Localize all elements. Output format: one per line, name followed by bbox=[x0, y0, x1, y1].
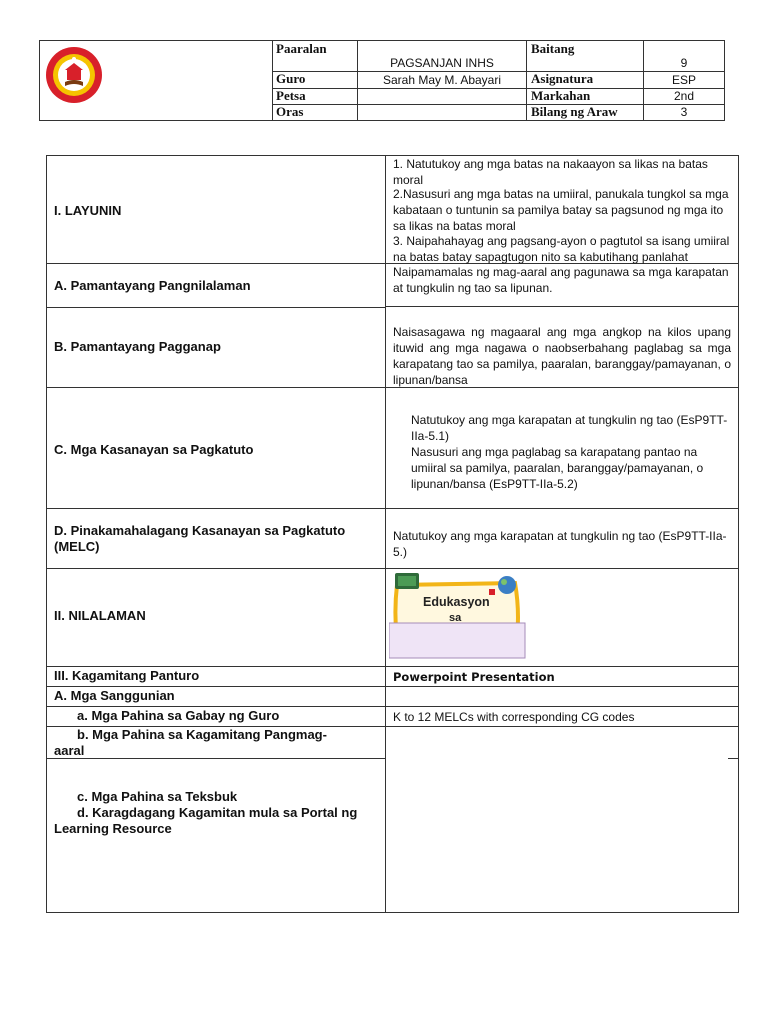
header-row-time bbox=[272, 104, 724, 120]
sanggunian-label: A. Mga Sanggunian bbox=[54, 688, 175, 703]
teksbuk-label: c. Mga Pahina sa Teksbuk bbox=[77, 789, 238, 804]
date-value bbox=[357, 88, 526, 104]
teacher-label: Guro bbox=[276, 71, 306, 86]
school-label: Paaralan bbox=[276, 41, 327, 56]
melc-text: Natutukoy ang mga karapatan at tungkulin ng tao (EsP9TT-IIa-5.) bbox=[393, 529, 727, 559]
column-divider bbox=[385, 156, 386, 912]
pagganap-label: B. Pamantayang Pagganap bbox=[54, 339, 221, 354]
nilalaman-label: II. NILALAMAN bbox=[54, 608, 146, 623]
header-row-date bbox=[272, 88, 724, 105]
gabay-text: K to 12 MELCs with corresponding CG codes bbox=[393, 710, 635, 724]
pagganap-text: Naisasagawa ng magaaral ang mga angkop na kilos upang ituwid ang mga nagawa o naobserbahang paglabag sa mga karapatang tao sa pamilya, paaralan, baranggay/pamayanan, o lipunan/bansa bbox=[393, 325, 731, 387]
grade-label: Baitang bbox=[526, 41, 643, 71]
lesson-plan-table bbox=[46, 155, 739, 913]
school-value: PAGSANJAN INHS bbox=[357, 41, 526, 71]
grade-value: 9 bbox=[643, 41, 724, 71]
book-title-line-1: Edukasyon bbox=[423, 595, 490, 609]
gabay-label: a. Mga Pahina sa Gabay ng Guro bbox=[77, 708, 280, 723]
quarter-label: Markahan bbox=[526, 88, 643, 104]
kasanayan-item-2: Nasusuri ang mga paglabag sa karapatang pantao na umiiral sa pamilya, paaralan, baranggay/pamayanan, o lipunan/bansa (EsP9TT-IIa-5.2) bbox=[411, 445, 704, 491]
layunin-item-1: 1. Natutukoy ang mga batas na nakaayon sa likas na batas moral bbox=[393, 157, 708, 187]
pangmag-label: b. Mga Pahina sa Kagamitang Pangmag-aaral bbox=[54, 727, 327, 758]
pangnilalaman-text: Naipamamalas ng mag-aaral ang pagunawa sa mga karapatan at tungkulin ng tao sa lipunan. bbox=[393, 265, 729, 295]
portal-label: d. Karagdagang Kagamitan mula sa Portal ng Learning Resource bbox=[54, 805, 358, 836]
layunin-item-3: 3. Naipahahayag ang pagsang-ayon o pagtutol sa isang umiiral na batas batay sapagtugon nito sa kabutihang panlahat bbox=[393, 234, 730, 264]
days-value: 3 bbox=[643, 104, 724, 120]
kasanayan-item-1: Natutukoy ang mga karapatan at tungkulin ng tao (EsP9TT-IIa-5.1) bbox=[411, 413, 728, 443]
school-seal-icon bbox=[45, 46, 103, 104]
time-label: Oras bbox=[276, 104, 304, 119]
kagamitan-label: III. Kagamitang Panturo bbox=[54, 668, 200, 683]
quarter-value: 2nd bbox=[643, 88, 724, 104]
time-value bbox=[357, 104, 526, 120]
days-label: Bilang ng Araw bbox=[526, 104, 643, 120]
subject-value: ESP bbox=[643, 71, 724, 88]
kasanayan-label: C. Mga Kasanayan sa Pagkatuto bbox=[54, 442, 254, 457]
subject-label: Asignatura bbox=[526, 71, 643, 88]
melc-label: D. Pinakamahalagang Kasanayan sa Pagkatuto (MELC) bbox=[54, 523, 346, 554]
teacher-value: Sarah May M. Abayari bbox=[357, 71, 526, 88]
pangnilalaman-label: A. Pamantayang Pangnilalaman bbox=[54, 278, 251, 293]
layunin-heading: I. LAYUNIN bbox=[54, 203, 122, 218]
header-row-teacher bbox=[272, 71, 724, 89]
date-label: Petsa bbox=[276, 88, 306, 103]
book-title-line-2: sa bbox=[449, 612, 462, 624]
header-table bbox=[39, 40, 725, 121]
header-row-school bbox=[272, 41, 724, 72]
logo-cell bbox=[40, 41, 273, 120]
kagamitan-text: Powerpoint Presentation bbox=[393, 670, 555, 684]
layunin-item-2: 2.Nasusuri ang mga batas na umiiral, panukala tungkol sa mga kabataan o tuntunin sa pamilya batay sa pagsunod ng mga ito sa likas na batas moral bbox=[393, 187, 729, 233]
